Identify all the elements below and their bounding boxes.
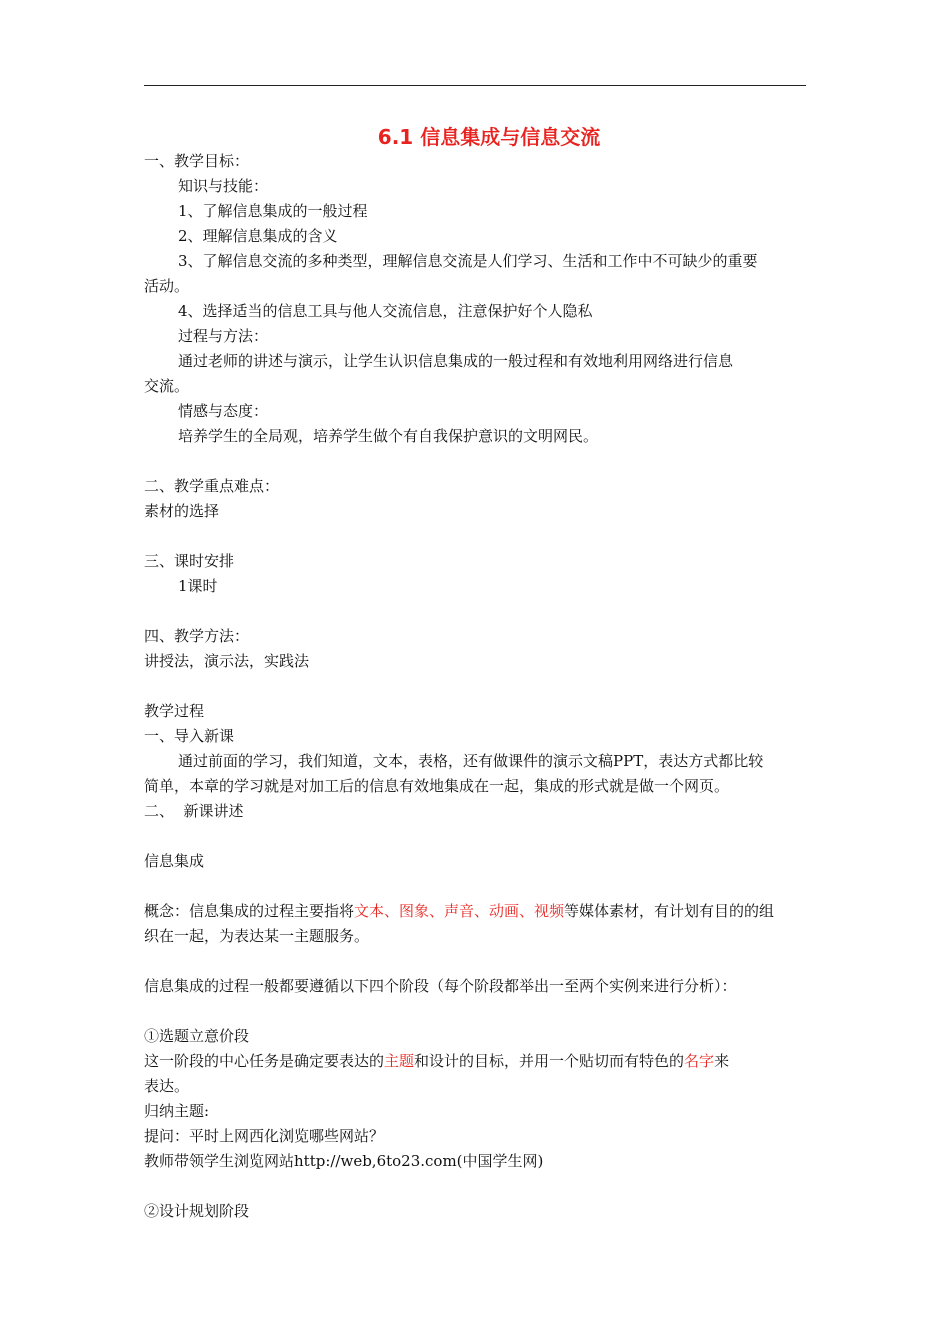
- schedule-text: 1课时: [178, 577, 218, 595]
- stage-1-heading: ①选题立意价段: [144, 1027, 250, 1045]
- section-heading-objectives: 一、教学目标：: [144, 152, 250, 170]
- summary-theme-label: 归纳主题:: [144, 1102, 210, 1120]
- concept-media-highlight: 文本、图象、声音、动画、视频: [354, 902, 565, 920]
- concept-text-start: 概念：信息集成的过程主要指将: [144, 902, 355, 920]
- objective-item-2: 2、理解信息集成的含义: [178, 227, 338, 245]
- stage-1-text: [144, 1050, 729, 1072]
- subsection-intro: 一、导入新课: [144, 727, 235, 745]
- objective-item-4: 4、选择适当的信息工具与他人交流信息，注意保护好个人隐私: [178, 302, 593, 320]
- subheading-knowledge: 知识与技能：: [178, 177, 269, 195]
- teacher-browse-text: 教师带领学生浏览网站http://web,6to23.com(中国学生网): [144, 1152, 544, 1170]
- concept-line-cont: 织在一起，为表达某一主题服务。: [144, 927, 370, 945]
- header-rule: [144, 85, 806, 86]
- topic-heading-integration: 信息集成: [144, 852, 205, 870]
- objective-item-1: 1、了解信息集成的一般过程: [178, 202, 368, 220]
- stage-1-highlight-theme: 主题: [384, 1052, 415, 1070]
- objective-item-3-cont: 活动。: [144, 277, 190, 295]
- methods-text: 讲授法，演示法，实践法: [144, 652, 310, 670]
- section-heading-process: 教学过程: [144, 702, 205, 720]
- key-points-text: 素材的选择: [144, 502, 220, 520]
- stages-intro: 信息集成的过程一般都要遵循以下四个阶段（每个阶段都举出一至两个实例来进行分析）：: [144, 977, 737, 995]
- stage-1-text-cont: 表达。: [144, 1077, 190, 1095]
- concept-line: [144, 900, 774, 922]
- subheading-attitude: 情感与态度：: [178, 402, 269, 420]
- section-heading-schedule: 三、课时安排: [144, 552, 235, 570]
- process-text-cont: 交流。: [144, 377, 190, 395]
- section-heading-methods: 四、教学方法：: [144, 627, 250, 645]
- page-title: 6.1 信息集成与信息交流: [377, 125, 601, 149]
- stage-2-heading: ②设计规划阶段: [144, 1202, 250, 1220]
- subsection-new-lesson: 二、 新课讲述: [144, 802, 244, 820]
- stage-1-text-c: 来: [714, 1052, 730, 1070]
- section-heading-key-points: 二、教学重点难点：: [144, 477, 280, 495]
- intro-text-cont: 简单，本章的学习就是对加工后的信息有效地集成在一起，集成的形式就是做一个网页。: [144, 777, 730, 795]
- objective-item-3: 3、了解信息交流的多种类型，理解信息交流是人们学习、生活和工作中不可缺少的重要: [178, 252, 758, 270]
- attitude-text: 培养学生的全局观，培养学生做个有自我保护意识的文明网民。: [178, 427, 599, 445]
- intro-text: 通过前面的学习，我们知道，文本，表格，还有做课件的演示文稿PPT，表达方式都比较: [178, 752, 764, 770]
- question-text: 提问：平时上网西化浏览哪些网站？: [144, 1127, 385, 1145]
- concept-text-end: 等媒体素材，有计划有目的的组: [564, 902, 775, 920]
- stage-1-text-a: 这一阶段的中心任务是确定要表达的: [144, 1052, 385, 1070]
- stage-1-highlight-name: 名字: [684, 1052, 715, 1070]
- process-text: 通过老师的讲述与演示，让学生认识信息集成的一般过程和有效地利用网络进行信息: [178, 352, 734, 370]
- subheading-process: 过程与方法：: [178, 327, 269, 345]
- stage-1-text-b: 和设计的目标，并用一个贴切而有特色的: [414, 1052, 685, 1070]
